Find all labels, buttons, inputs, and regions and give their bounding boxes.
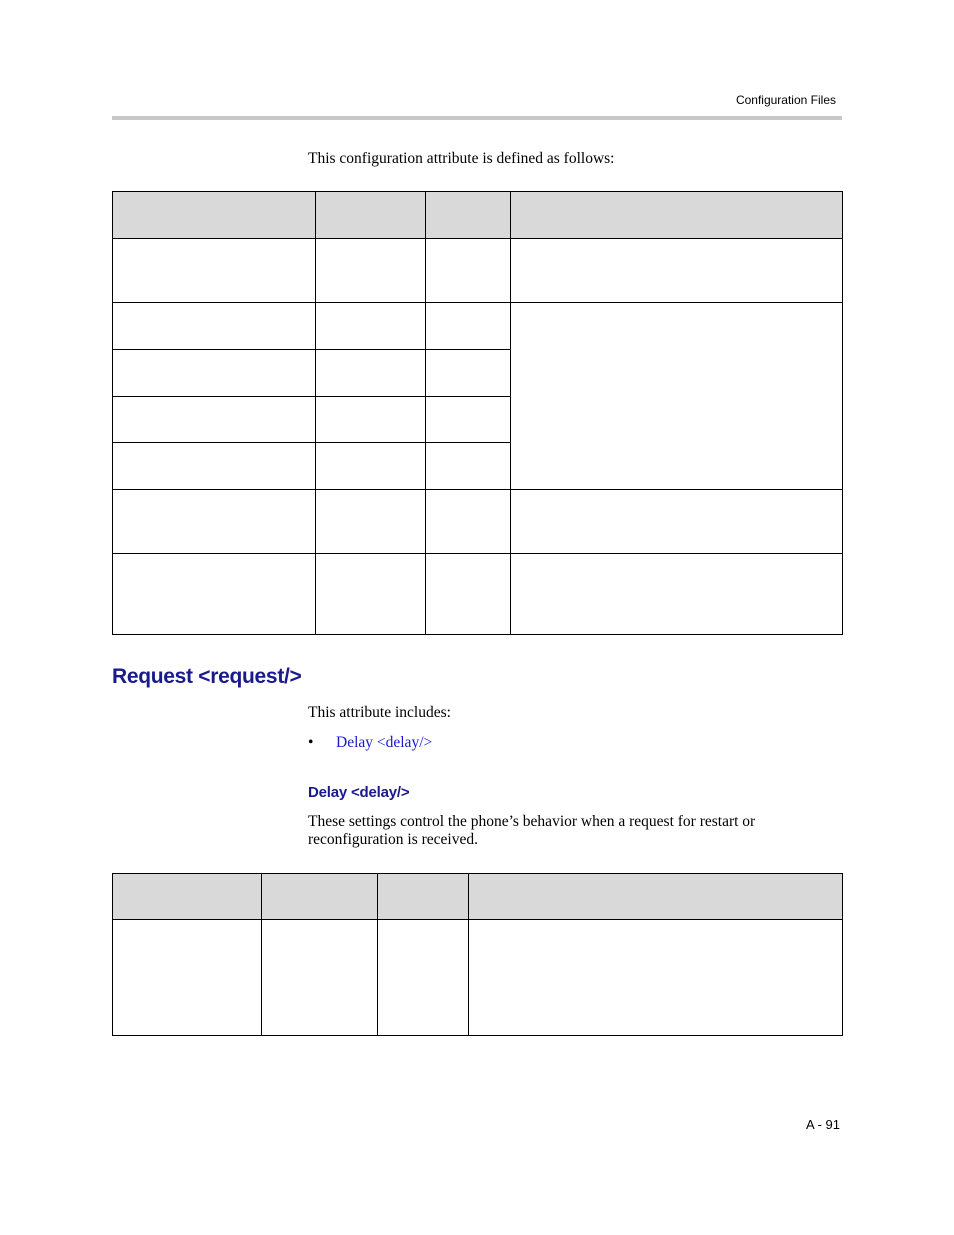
header-divider xyxy=(112,116,842,120)
delay-link[interactable]: Delay <delay/> xyxy=(336,734,433,751)
table-cell xyxy=(426,490,511,554)
table-header-cell xyxy=(378,874,469,920)
table-header-cell xyxy=(262,874,378,920)
running-header: Configuration Files xyxy=(735,93,836,107)
table-cell xyxy=(113,397,316,443)
table-cell xyxy=(113,490,316,554)
attribute-table xyxy=(112,191,843,635)
table-cell xyxy=(316,303,426,350)
table-cell xyxy=(426,397,511,443)
table-header-cell xyxy=(113,874,262,920)
table-header-row xyxy=(113,874,843,920)
table-cell xyxy=(426,443,511,490)
table-cell xyxy=(469,920,843,1036)
table-row xyxy=(113,303,843,350)
includes-paragraph: This attribute includes: xyxy=(308,704,451,721)
table-cell xyxy=(316,554,426,635)
table-cell xyxy=(113,443,316,490)
section-heading-request: Request <request/> xyxy=(112,665,302,688)
table-cell xyxy=(426,303,511,350)
table-header-cell xyxy=(113,192,316,239)
table-cell xyxy=(511,490,843,554)
table-cell xyxy=(316,397,426,443)
table-header-cell xyxy=(316,192,426,239)
table-header-row xyxy=(113,192,843,239)
table-cell xyxy=(316,443,426,490)
table-cell xyxy=(426,350,511,397)
table-cell xyxy=(511,239,843,303)
table-row xyxy=(113,554,843,635)
table-header-cell xyxy=(469,874,843,920)
table-merged-cell xyxy=(511,303,843,490)
table-cell xyxy=(262,920,378,1036)
table-cell xyxy=(426,554,511,635)
table-cell xyxy=(426,239,511,303)
table-cell xyxy=(113,920,262,1036)
table-header-cell xyxy=(511,192,843,239)
table-cell xyxy=(113,554,316,635)
table-cell xyxy=(316,239,426,303)
table-cell xyxy=(316,490,426,554)
table-cell xyxy=(113,303,316,350)
bullet-icon: • xyxy=(308,734,314,751)
table-row xyxy=(113,490,843,554)
delay-table xyxy=(112,873,843,1036)
table-cell xyxy=(113,350,316,397)
table-row xyxy=(113,239,843,303)
table-cell xyxy=(113,239,316,303)
subsection-heading-delay: Delay <delay/> xyxy=(308,784,410,801)
table-cell xyxy=(316,350,426,397)
table-row xyxy=(113,920,843,1036)
intro-paragraph: This configuration attribute is defined as follows: xyxy=(308,150,615,167)
table-cell xyxy=(511,554,843,635)
table-header-cell xyxy=(426,192,511,239)
delay-description: These settings control the phone’s behavior when a request for restart or reconfiguration is received. xyxy=(308,813,756,848)
table-cell xyxy=(378,920,469,1036)
page-number: A - 91 xyxy=(806,1117,840,1132)
